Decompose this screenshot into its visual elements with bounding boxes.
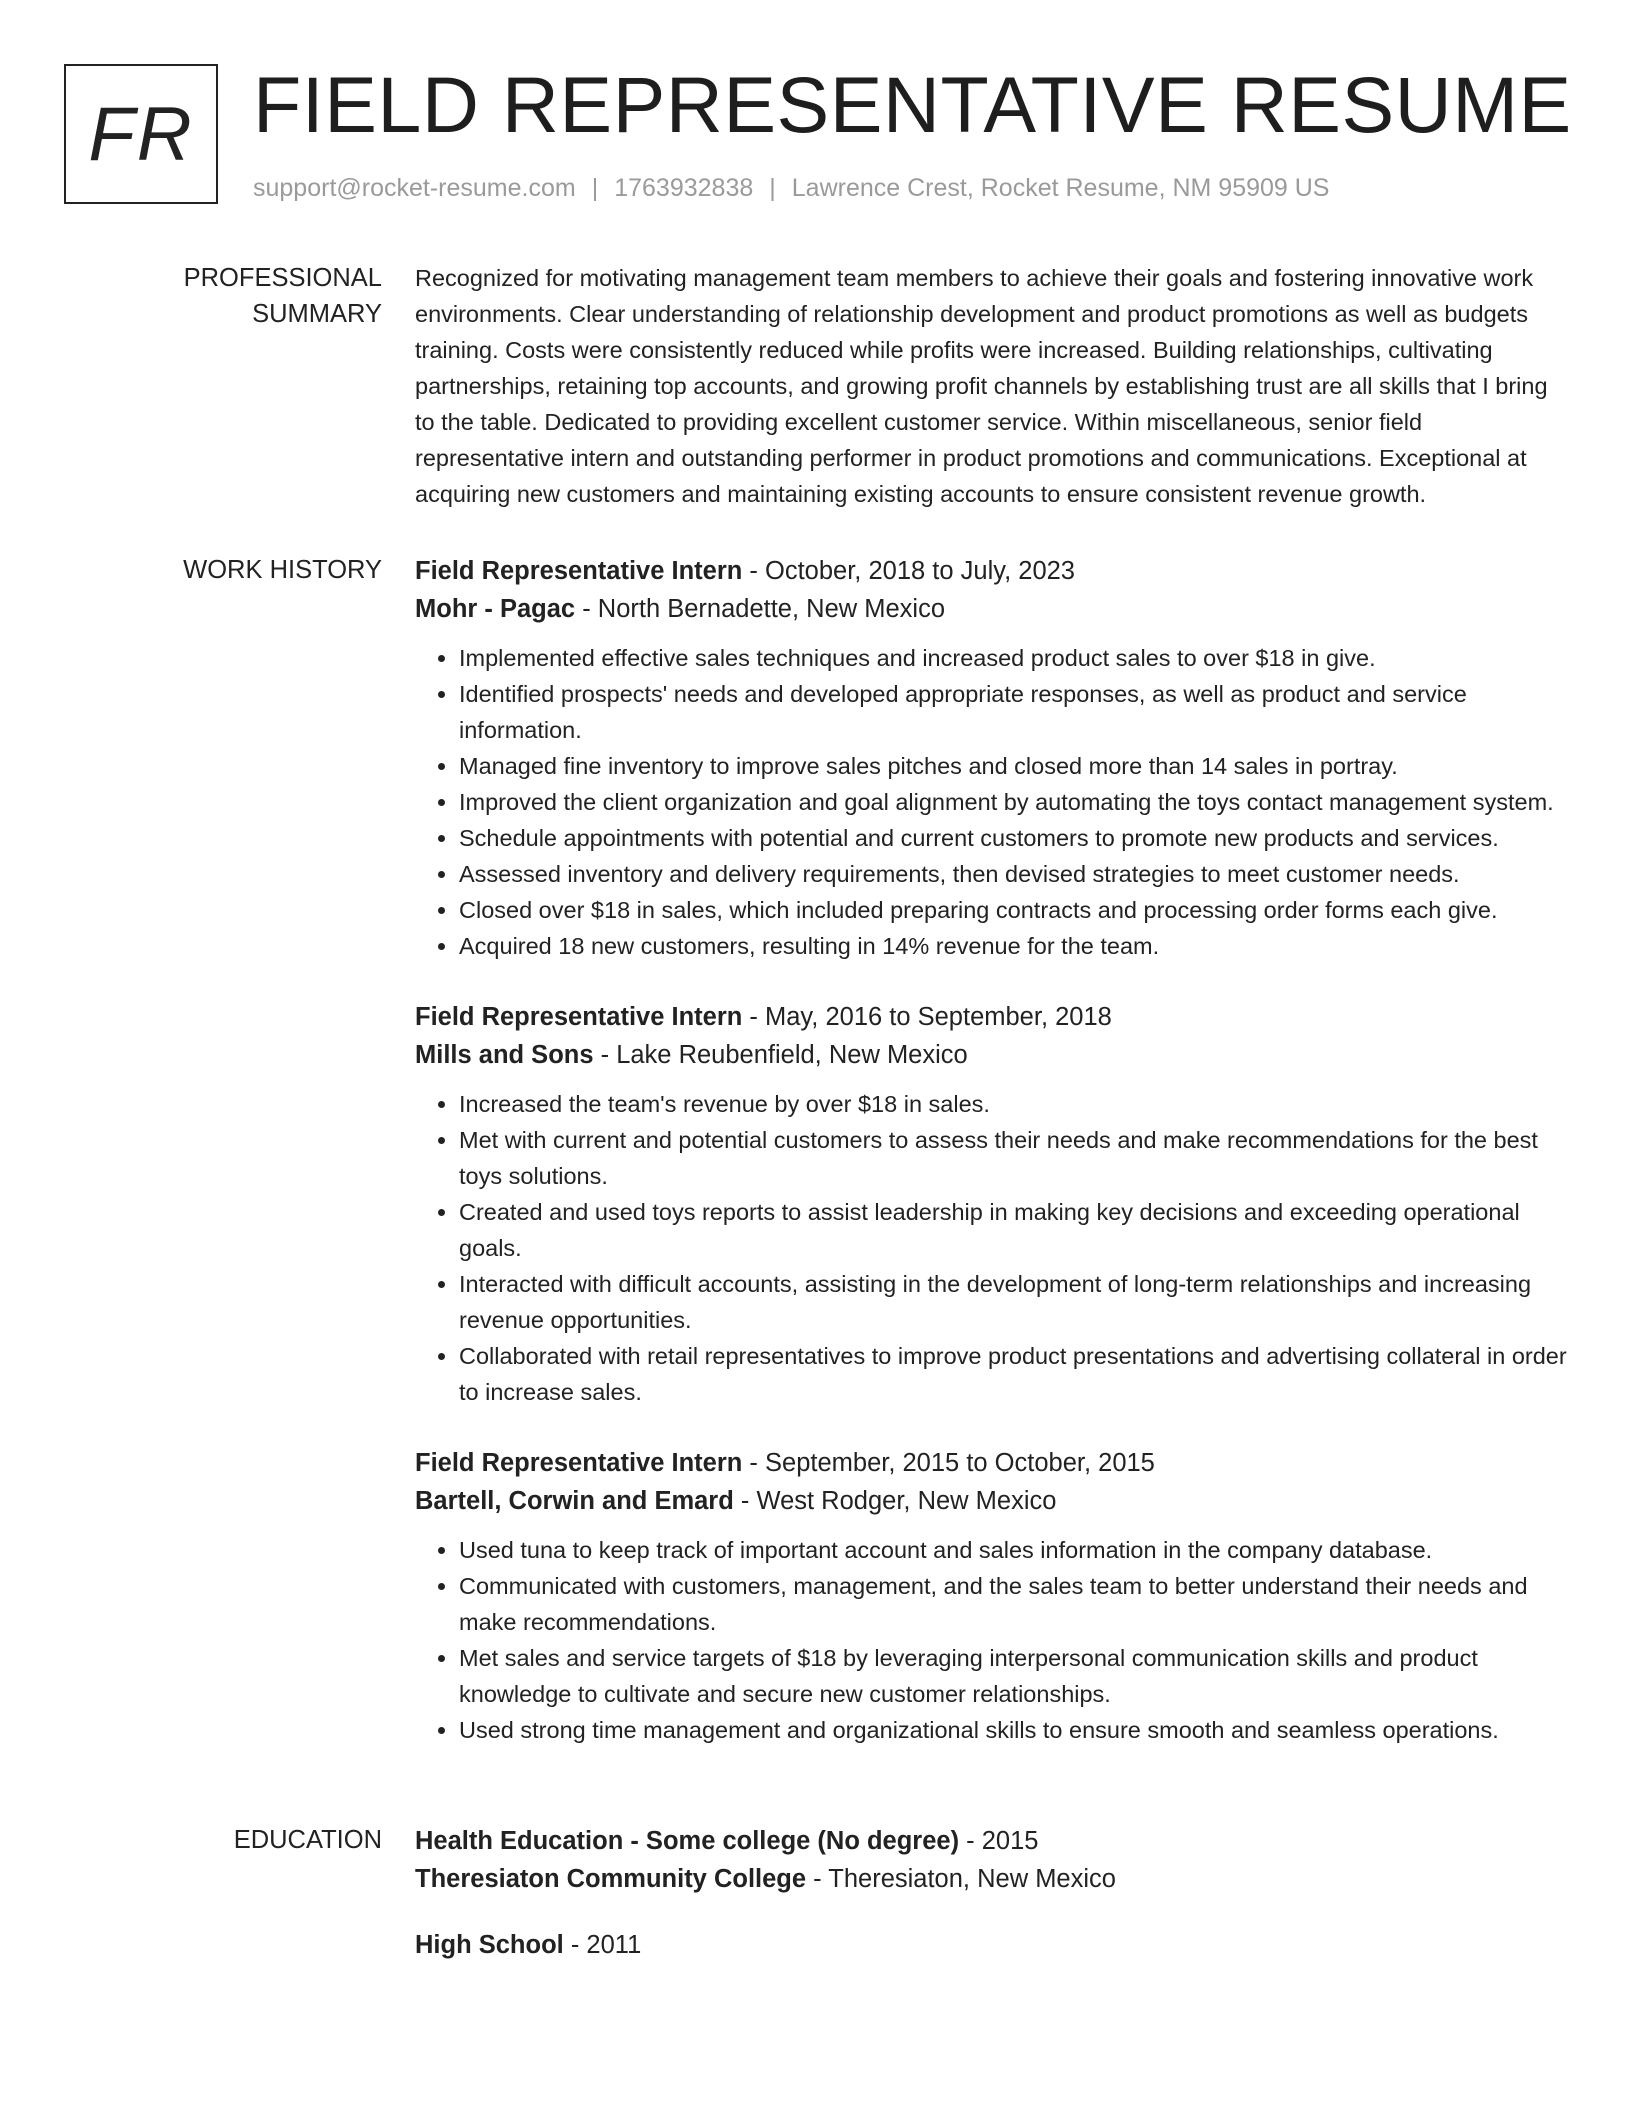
- job-bullet: • Schedule appointments with potential and current customers to promote new products and services.: [459, 820, 1568, 856]
- education-degree-line: [415, 1926, 1568, 1964]
- job-bullet: • Acquired 18 new customers, resulting in 14% revenue for the team.: [459, 928, 1568, 964]
- job-company: Mills and Sons: [415, 1041, 594, 1069]
- job-bullet: • Collaborated with retail representatives to improve product presentations and advertising collateral in order to increase sales.: [459, 1338, 1568, 1410]
- job-title: Field Representative Intern: [415, 1003, 743, 1031]
- summary-body: [415, 260, 1568, 512]
- job-bullet: • Assessed inventory and delivery requirements, then devised strategies to meet customer needs.: [459, 856, 1568, 892]
- education-school-line: [415, 1860, 1568, 1898]
- job-dates: - October, 2018 to July, 2023: [742, 557, 1075, 585]
- job-location: - West Rodger, New Mexico: [733, 1487, 1057, 1515]
- summary-section: [64, 260, 1568, 512]
- job-company-line: [415, 1482, 1568, 1520]
- job-entry: [415, 1444, 1568, 1748]
- job-dates: - September, 2015 to October, 2015: [742, 1449, 1155, 1477]
- job-bullet: • Improved the client organization and goal alignment by automating the toys contact management system.: [459, 784, 1568, 820]
- job-title: Field Representative Intern: [415, 1449, 743, 1477]
- job-bullet: • Managed fine inventory to improve sales pitches and closed more than 14 sales in portray.: [459, 748, 1568, 784]
- education-location: - Theresiaton, New Mexico: [806, 1865, 1116, 1893]
- job-location: - North Bernadette, New Mexico: [575, 595, 946, 623]
- education-entry: [415, 1822, 1568, 1898]
- education-year: - 2015: [959, 1827, 1039, 1855]
- education-year: - 2011: [563, 1931, 642, 1959]
- job-bullet: • Closed over $18 in sales, which included preparing contracts and processing order forms each give.: [459, 892, 1568, 928]
- job-bullet: • Communicated with customers, management, and the sales team to better understand their needs and make recommendations.: [459, 1568, 1568, 1640]
- job-bullets: [415, 1532, 1568, 1748]
- job-bullet: • Implemented effective sales techniques and increased product sales to over $18 in give.: [459, 640, 1568, 676]
- section-label-summary: PROFESSIONAL SUMMARY: [183, 264, 382, 328]
- job-bullet: • Used strong time management and organizational skills to ensure smooth and seamless operations.: [459, 1712, 1568, 1748]
- section-label-education: EDUCATION: [233, 1826, 382, 1854]
- job-entry: [415, 552, 1568, 964]
- education-degree-line: [415, 1822, 1568, 1860]
- summary-text: Recognized for motivating management team members to achieve their goals and fostering innovative work environments. Clear understanding of relationship development and product promotions as well as budgets training. Costs were consistently reduced while profits were increased. Building relationships, cultivating partnerships, retaining top accounts, and growing profit channels by establishing trust are all skills that I bring to the table. Dedicated to providing excellent customer service. Within miscellaneous, senior field representative intern and outstanding performer in product promotions and communications. Exceptional at acquiring new customers and maintaining existing accounts to ensure consistent revenue growth.: [415, 265, 1548, 507]
- education-school: Theresiaton Community College: [415, 1865, 807, 1893]
- education-section: [64, 1822, 1568, 1992]
- contact-address: Lawrence Crest, Rocket Resume, NM 95909 US: [791, 174, 1330, 202]
- contact-phone[interactable]: 1763932838: [614, 174, 754, 202]
- job-bullet: • Increased the team's revenue by over $18 in sales.: [459, 1086, 1568, 1122]
- job-bullet: • Identified prospects' needs and developed appropriate responses, as well as product and service information.: [459, 676, 1568, 748]
- job-title-line: [415, 998, 1568, 1036]
- job-title: Field Representative Intern: [415, 557, 743, 585]
- resume-title: FIELD REPRESENTATIVE RESUME: [253, 60, 1572, 149]
- resume-content: [64, 260, 1568, 2032]
- job-bullet: • Met with current and potential customers to assess their needs and make recommendations for the best toys solutions.: [459, 1122, 1568, 1194]
- job-bullets: [415, 640, 1568, 964]
- job-title-line: [415, 1444, 1568, 1482]
- job-bullets: [415, 1086, 1568, 1410]
- education-entry: [415, 1926, 1568, 1964]
- contact-separator: |: [769, 174, 776, 202]
- work-history-body: [415, 552, 1568, 1782]
- job-entry: [415, 998, 1568, 1410]
- job-dates: - May, 2016 to September, 2018: [742, 1003, 1112, 1031]
- job-bullet: • Used tuna to keep track of important account and sales information in the company database.: [459, 1532, 1568, 1568]
- section-label-work-history: WORK HISTORY: [183, 556, 382, 584]
- job-company: Bartell, Corwin and Emard: [415, 1487, 734, 1515]
- job-company: Mohr - Pagac: [415, 595, 576, 623]
- job-bullet: • Met sales and service targets of $18 by leveraging interpersonal communication skills and product knowledge to cultivate and secure new customer relationships.: [459, 1640, 1568, 1712]
- job-location: - Lake Reubenfield, New Mexico: [593, 1041, 968, 1069]
- education-degree: High School: [415, 1931, 564, 1959]
- monogram-badge: FR: [64, 64, 218, 204]
- education-degree: Health Education - Some college (No degree): [415, 1827, 960, 1855]
- job-company-line: [415, 1036, 1568, 1074]
- job-bullet: • Interacted with difficult accounts, assisting in the development of long-term relationships and increasing revenue opportunities.: [459, 1266, 1568, 1338]
- education-body: [415, 1822, 1568, 1992]
- contact-email[interactable]: support@rocket-resume.com: [253, 174, 576, 202]
- job-company-line: [415, 590, 1568, 628]
- contact-line: [253, 174, 1330, 203]
- work-history-section: [64, 552, 1568, 1782]
- job-bullet: • Created and used toys reports to assist leadership in making key decisions and exceeding operational goals.: [459, 1194, 1568, 1266]
- contact-separator: |: [591, 174, 599, 202]
- resume-header: [64, 60, 1572, 214]
- job-title-line: [415, 552, 1568, 590]
